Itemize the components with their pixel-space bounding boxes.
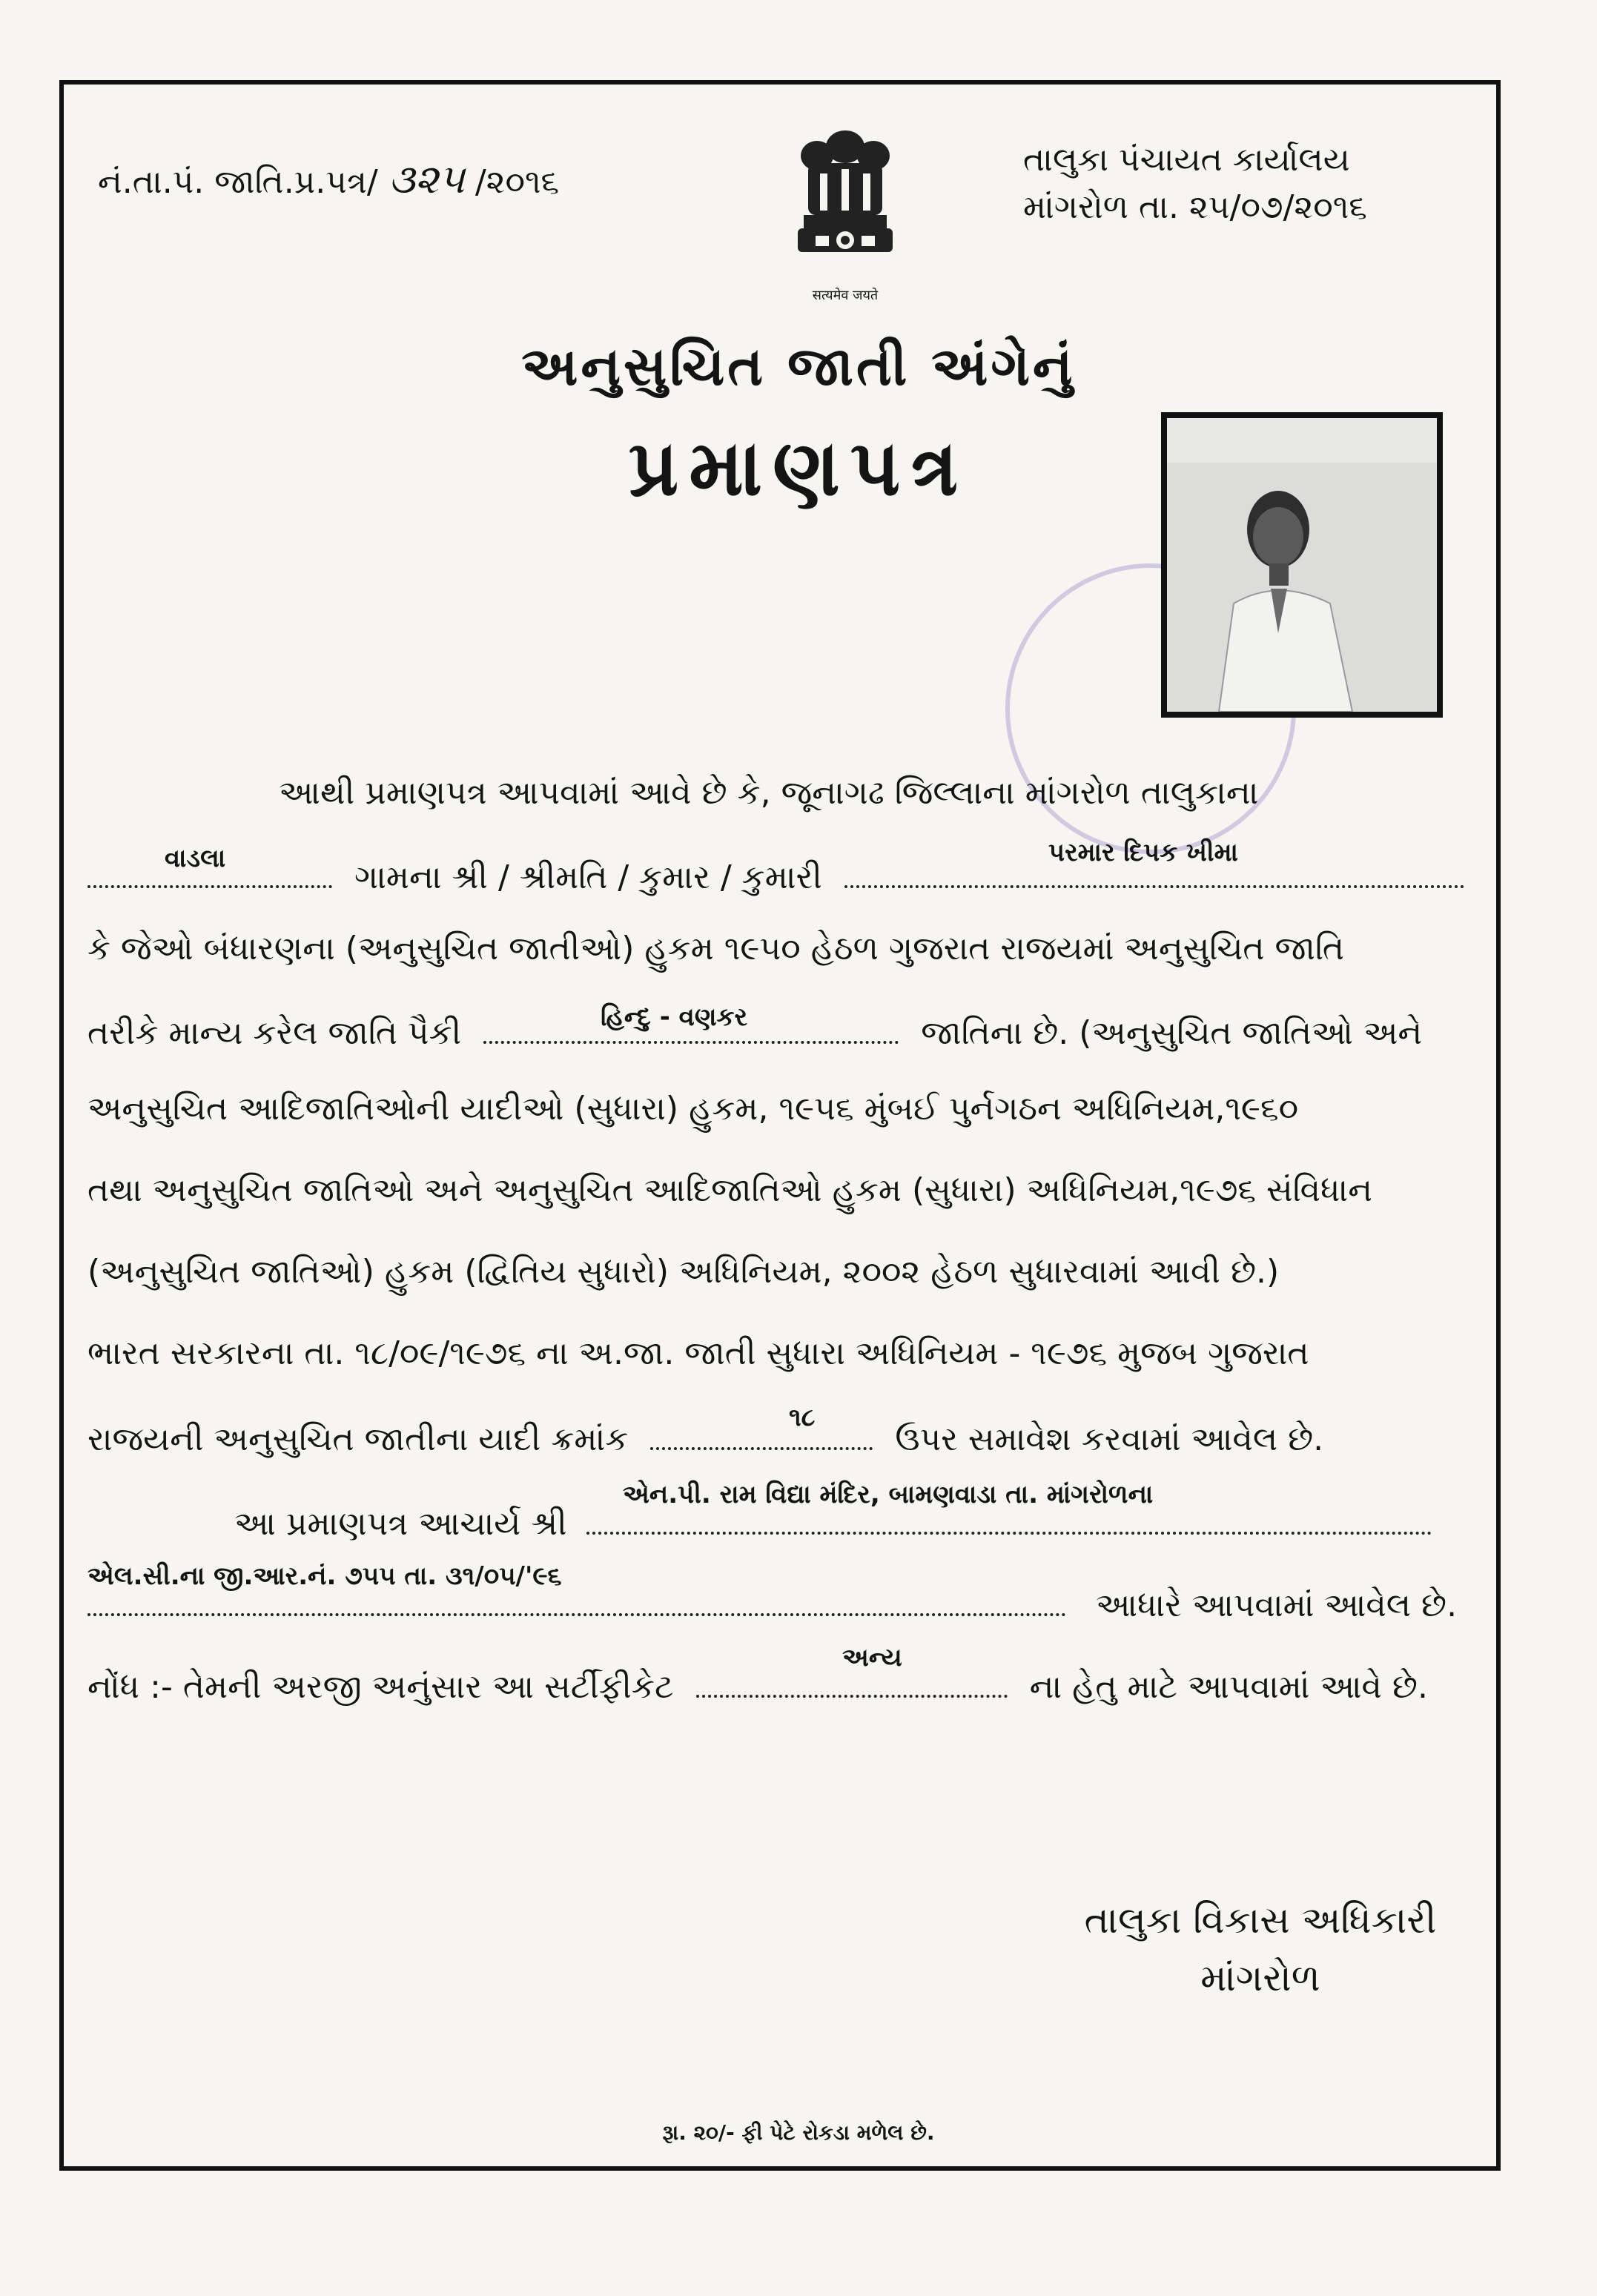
- body-line-9-a: રાજયની અનુસુચિત જાતીના યાદી ક્રમાંક: [87, 1420, 629, 1458]
- fill-caste: હિન્દુ - વણકર: [601, 1002, 748, 1032]
- reference-number: ૩૨૫: [388, 156, 465, 202]
- office-name: તાલુકા પંચાયત કાર્યાલય: [1023, 141, 1350, 179]
- serial-blank: [650, 1413, 873, 1450]
- fill-leaving-certificate: એલ.સી.ના જી.આર.નં. ૭૫૫ તા. ૩૧/૦૫/'૯૬: [87, 1561, 562, 1591]
- body-line-5: અનુસુચિત આદિજાતિઓની યાદીઓ (સુધારા) હુકમ, ૧૯૫૬ મુંબઈ પુર્નગઠન અધિનિયમ,૧૯૬૦: [87, 1090, 1299, 1128]
- body-line-2-text: ગામના શ્રી / શ્રીમતિ / કુમાર / કુમારી: [354, 858, 822, 896]
- body-line-9: [87, 1413, 1323, 1462]
- body-line-4: [87, 1007, 1422, 1056]
- body-line-9-b: ઉપર સમાવેશ કરવામાં આવેલ છે.: [895, 1420, 1324, 1458]
- signatory-title: તાલુકા વિકાસ અધિકારી: [1084, 1899, 1437, 1942]
- reference-prefix: નં.તા.પં. જાતિ.પ્ર.પત્ર/: [98, 163, 378, 201]
- reference-year: /૨૦૧૬: [475, 163, 560, 201]
- fee-note: રૂા. ૨૦/- ફી પેટે રોકડા મળેલ છે.: [662, 2120, 935, 2145]
- office-place-date: માંગરોળ તા. ૨૫/૦૭/૨૦૧૬: [1023, 188, 1367, 226]
- fill-serial-number: ૧૮: [789, 1403, 816, 1432]
- applicant-photo-image: [1167, 418, 1437, 712]
- fill-purpose: અન્ય: [842, 1643, 902, 1673]
- applicant-photo: [1161, 412, 1443, 718]
- certificate-title-line2: પ્રમાણપત્ર: [628, 423, 969, 513]
- signatory-place: માંગરોળ: [1200, 1956, 1320, 1999]
- body-line-4-b: જાતિના છે. (અનુસુચિત જાતિઓ અને: [921, 1014, 1423, 1052]
- body-line-6: તથા અનુસુચિત જાતિઓ અને અનુસુચિત આદિજાતિઓ હુકમ (સુધારા) અધિનિયમ,૧૯૭૬ સંવિધાન: [87, 1171, 1372, 1209]
- national-emblem-icon: [771, 117, 919, 310]
- body-line-12-b: ના હેતુ માટે આપવામાં આવે છે.: [1029, 1668, 1428, 1706]
- fill-applicant-name: પરમાર દિપક ખીમા: [1048, 838, 1238, 867]
- fill-school: એન.પી. રામ વિદ્યા મંદિર, બામણવાડા તા. માંગરોળના: [623, 1480, 1154, 1509]
- body-line-12: [87, 1661, 1428, 1710]
- certificate-title-line1: અનુસુચિત જાતી અંગેનું: [521, 335, 1076, 397]
- body-line-2: [87, 851, 1464, 900]
- emblem-motto: सत्यमेव जयते: [812, 288, 879, 303]
- body-line-3: કે જેઓ બંધારણના (અનુસુચિત જાતીઓ) હુકમ ૧૯૫૦ હેઠળ ગુજરાત રાજયમાં અનુસુચિત જાતિ: [87, 930, 1345, 967]
- body-line-7: (અનુસુચિત જાતિઓ) હુકમ (દ્વિતિય સુધારો) અધિનિયમ, ૨૦૦૨ હેઠળ સુધારવામાં આવી છે.): [87, 1253, 1280, 1291]
- body-line-12-a: નોંધ :- તેમની અરજી અનુંસાર આ સર્ટીફીકેટ: [87, 1668, 674, 1706]
- body-line-1: આથી પ્રમાણપત્ર આપવામાં આવે છે કે, જૂનાગઢ જિલ્લાના માંગરોળ તાલુકાના: [279, 774, 1259, 812]
- fill-village: વાડલા: [165, 844, 226, 873]
- reference-line: [98, 157, 559, 205]
- body-line-11-b: આધારે આપવામાં આવેલ છે.: [1096, 1587, 1458, 1624]
- body-line-10-a: આ પ્રમાણપત્ર આચાર્ય શ્રી: [234, 1505, 567, 1543]
- body-line-4-a: તરીકે માન્ય કરેલ જાતિ પૈકી: [87, 1014, 462, 1052]
- body-line-8: ભારત સરકારના તા. ૧૮/૦૯/૧૯૭૬ ના અ.જા. જાતી સુધારા અધિનિયમ - ૧૯૭૬ મુજબ ગુજરાત: [87, 1334, 1309, 1372]
